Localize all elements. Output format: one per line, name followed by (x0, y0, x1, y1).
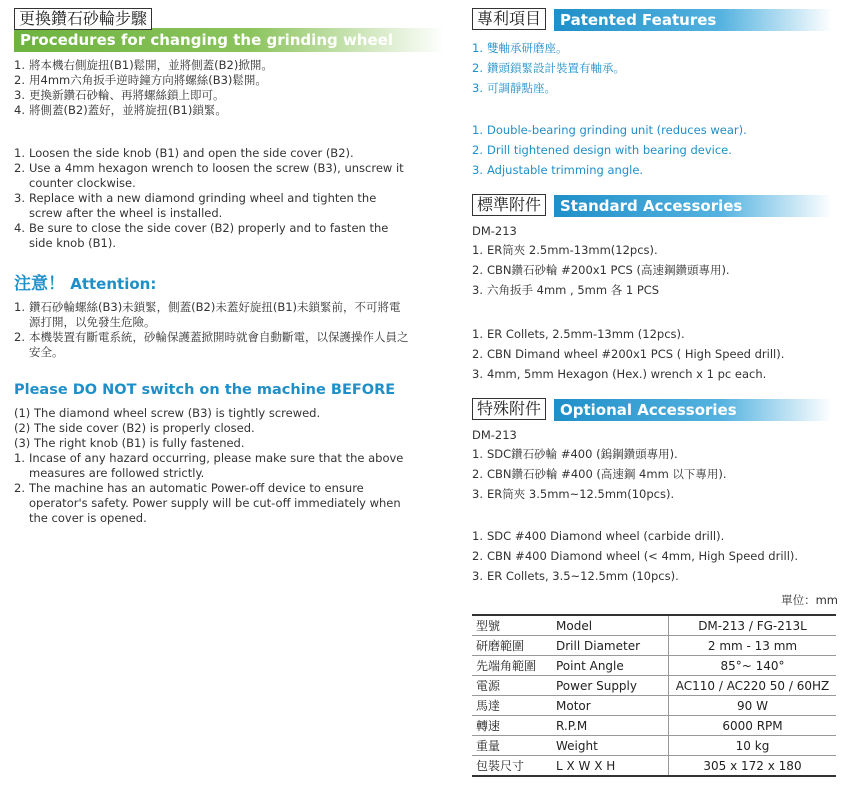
spec-label-en: Model (556, 615, 669, 636)
procedures-title-cn: 更換鑽石砂輪步驟 (14, 8, 152, 30)
spec-value: AC110 / AC220 50 / 60HZ (669, 676, 837, 696)
spec-value: DM-213 / FG-213L (669, 615, 837, 636)
list-item: 3. Adjustable trimming angle. (472, 163, 644, 177)
spec-table (472, 614, 836, 777)
list-item: 1. Incase of any hazard occurring, please make sure that the above measures are followed strictly. (14, 451, 404, 480)
attention-items-en (14, 406, 409, 526)
list-item: 2. CBN #400 Diamond wheel (< 4mm, High Speed drill). (472, 549, 799, 563)
attention-title (14, 269, 444, 294)
attention-title-en: Attention: (70, 275, 157, 293)
list-item: (2) The side cover (B2) is properly closed. (14, 421, 255, 435)
list-item: 3. ER筒夾 3.5mm~12.5mm(10pcs). (472, 487, 675, 501)
list-item: 2. CBN鑽石砂輪 #200x1 PCS (高速鋼鑽頭專用). (472, 263, 730, 277)
standard-title-en: Standard Accessories (554, 195, 832, 217)
list-item: 1. SDC鑽石砂輪 #400 (鎢鋼鑽頭專用). (472, 447, 678, 461)
optional-model: DM-213 (472, 428, 517, 442)
procedures-steps-cn (14, 58, 444, 118)
right-column (472, 8, 842, 777)
list-item: 3. ER Collets, 3.5~12.5mm (10pcs). (472, 569, 679, 583)
spec-label-en: Power Supply (556, 676, 669, 696)
list-item: 1. ER Collets, 2.5mm-13mm (12pcs). (472, 327, 685, 341)
spec-value: 305 x 172 x 180 (669, 756, 837, 777)
optional-items-en (472, 526, 842, 586)
spec-label-en: Motor (556, 696, 669, 716)
standard-items-cn (472, 240, 842, 300)
spec-label-en: Weight (556, 736, 669, 756)
unit-label: 單位：mm (781, 593, 838, 607)
list-item: 2. 鑽頭鎖緊設計裝置有軸承。 (472, 61, 625, 75)
list-item: 1. Double-bearing grinding unit (reduces wear). (472, 123, 747, 137)
optional-items-cn (472, 444, 842, 504)
list-item: 3. 六角扳手 4mm , 5mm 各 1 PCS (472, 283, 660, 297)
standard-model: DM-213 (472, 224, 517, 238)
list-item: 2. 用4mm六角扳手逆時鐘方向將螺絲(B3)鬆開。 (14, 73, 267, 87)
list-item: 2. Drill tightened design with bearing device. (472, 143, 732, 157)
list-item: (1) The diamond wheel screw (B3) is tightly screwed. (14, 406, 321, 420)
list-item: 4. Be sure to close the side cover (B2) properly and to fasten the side knob (B1). (14, 221, 389, 250)
table-row (472, 716, 836, 736)
spec-value: 2 mm - 13 mm (669, 636, 837, 656)
list-item: 1. 將本機右側旋扭(B1)鬆開，並將側蓋(B2)掀開。 (14, 58, 273, 72)
list-item: 3. Replace with a new diamond grinding wheel and tighten the screw after the wheel is installed. (14, 191, 377, 220)
spec-label-cn: 馬達 (472, 696, 556, 716)
spec-label-cn: 先端角範圍 (472, 656, 556, 676)
spec-label-cn: 重量 (472, 736, 556, 756)
list-item: 1. ER筒夾 2.5mm-13mm(12pcs). (472, 243, 658, 257)
table-row (472, 756, 836, 777)
spec-value: 85°~ 140° (669, 656, 837, 676)
list-item: 3. 更換新鑽石砂輪、再將螺絲鎖上即可。 (14, 88, 225, 102)
spec-label-cn: 包裝尺寸 (472, 756, 556, 777)
patented-title-en: Patented Features (554, 9, 832, 31)
procedures-header (14, 8, 444, 52)
list-item: 3. 4mm, 5mm Hexagon (Hex.) wrench x 1 pc each. (472, 367, 767, 381)
procedures-steps-en (14, 146, 409, 251)
patented-items-cn (472, 38, 842, 98)
attention-title-cn: 注意！ (14, 274, 65, 294)
list-item: 2. 本機裝置有斷電系統，砂輪保護蓋掀開時就會自動斷電，以保護操作人員之安全。 (14, 330, 409, 359)
procedures-title-en: Procedures for changing the grinding wheel (14, 28, 444, 52)
patented-items-en (472, 120, 842, 180)
optional-title-cn: 特殊附件 (472, 398, 546, 420)
table-row (472, 656, 836, 676)
spec-value: 90 W (669, 696, 837, 716)
spec-label-en: R.P.M (556, 716, 669, 736)
list-item: (3) The right knob (B1) is fully fastened. (14, 436, 245, 450)
list-item: 3. 可調靜點座。 (472, 81, 556, 95)
optional-title-en: Optional Accessories (554, 399, 832, 421)
table-row (472, 676, 836, 696)
list-item: 1. 雙軸承研磨座。 (472, 41, 568, 55)
left-column (14, 8, 444, 526)
table-row (472, 736, 836, 756)
attention-items-cn (14, 300, 409, 360)
list-item: 2. CBN Dimand wheel #200x1 PCS ( High Speed drill). (472, 347, 785, 361)
spec-label-en: Point Angle (556, 656, 669, 676)
spec-label-en: L X W X H (556, 756, 669, 777)
table-row (472, 615, 836, 636)
table-row (472, 696, 836, 716)
spec-value: 6000 RPM (669, 716, 837, 736)
list-item: 2. CBN鑽石砂輪 #400 (高速鋼 4mm 以下專用). (472, 467, 727, 481)
spec-label-cn: 型號 (472, 615, 556, 636)
table-row (472, 636, 836, 656)
optional-header (472, 398, 842, 424)
list-item: 1. Loosen the side knob (B1) and open the side cover (B2). (14, 146, 354, 160)
list-item: 1. 鑽石砂輪螺絲(B3)未鎖緊，側蓋(B2)未蓋好旋扭(B1)未鎖緊前，不可將電源打開，以免發生危險。 (14, 300, 401, 329)
spec-value: 10 kg (669, 736, 837, 756)
standard-header (472, 194, 842, 220)
standard-items-en (472, 324, 842, 384)
spec-label-en: Drill Diameter (556, 636, 669, 656)
list-item: 4. 將側蓋(B2)蓋好，並將旋扭(B1)鎖緊。 (14, 103, 227, 117)
standard-title-cn: 標準附件 (472, 194, 546, 216)
spec-label-cn: 研磨範圍 (472, 636, 556, 656)
list-item: 2. The machine has an automatic Power-off device to ensure operator's safety. Power supply will be cut-off immediately when the cover is opened. (14, 481, 401, 525)
spec-label-cn: 轉速 (472, 716, 556, 736)
spec-label-cn: 電源 (472, 676, 556, 696)
list-item: 1. SDC #400 Diamond wheel (carbide drill). (472, 529, 725, 543)
list-item: 2. Use a 4mm hexagon wrench to loosen the screw (B3), unscrew it counter clockwise. (14, 161, 404, 190)
patented-title-cn: 專利項目 (472, 8, 546, 30)
patented-header (472, 8, 842, 34)
warning-title: Please DO NOT switch on the machine BEFORE (14, 382, 396, 398)
